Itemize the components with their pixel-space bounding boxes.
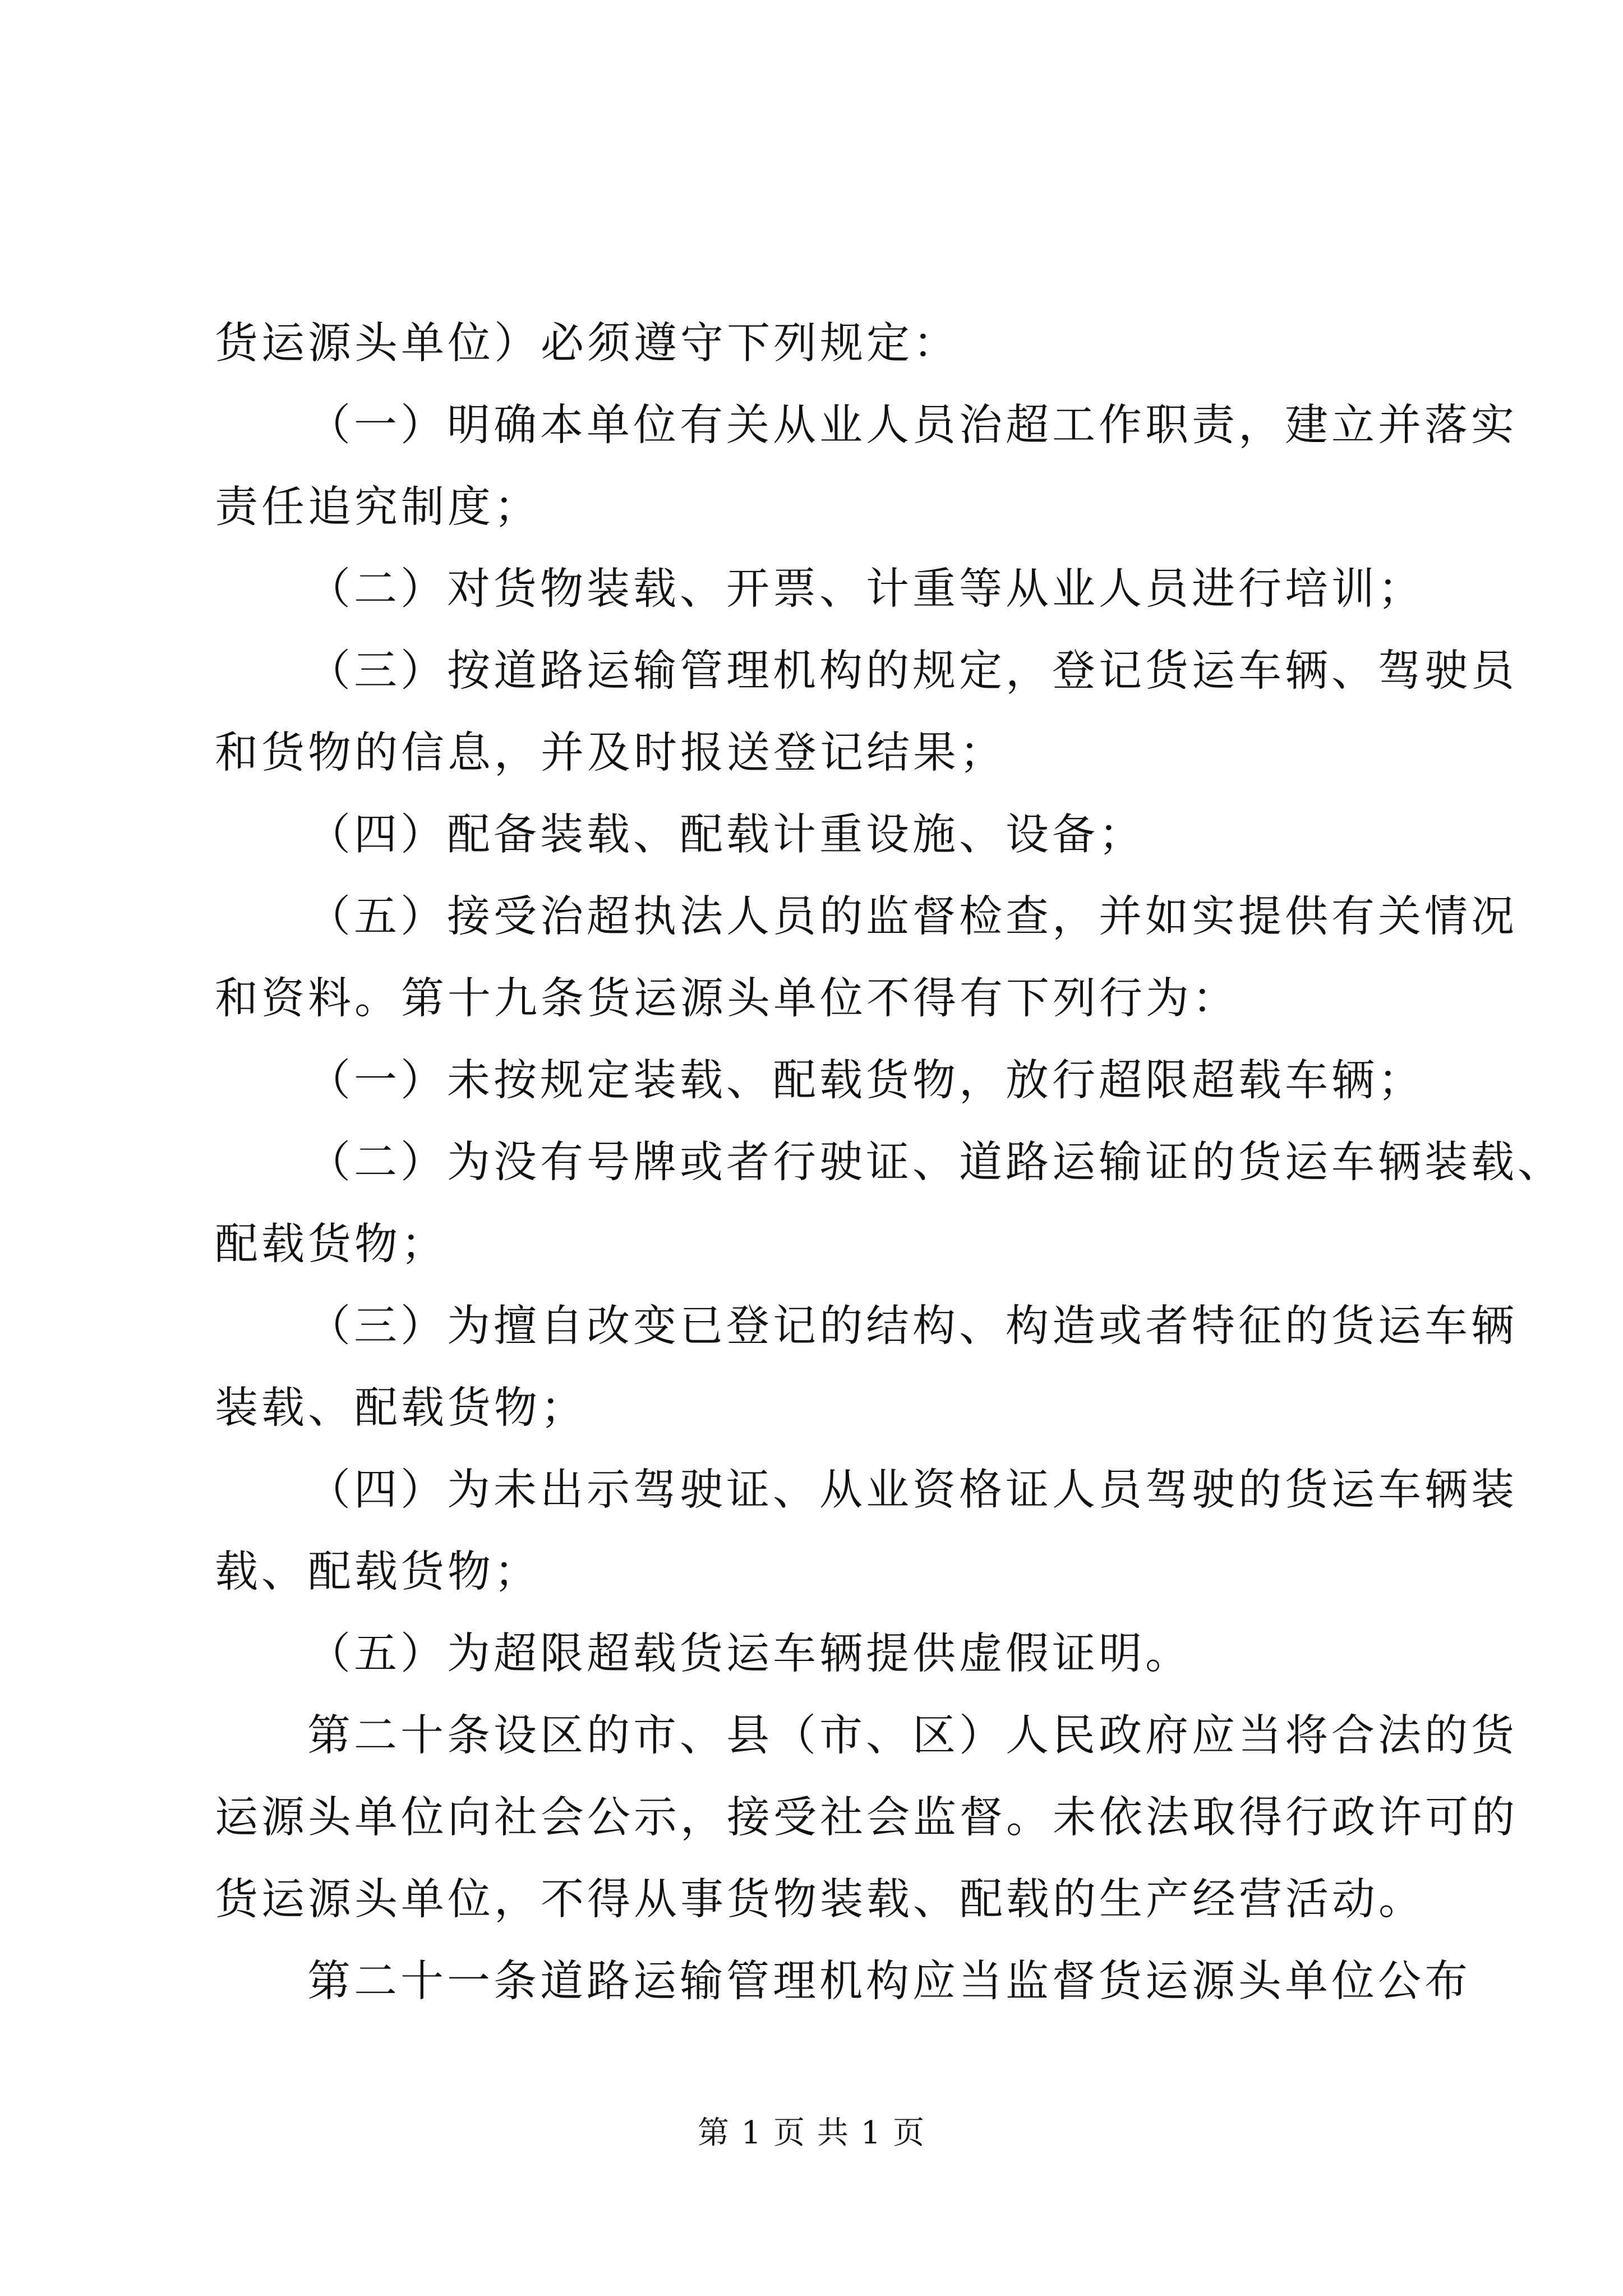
text-line: 第二十一条道路运输管理机构应当监督货运源头单位公布	[307, 1957, 1471, 2007]
text-line: （一）明确本单位有关从业人员治超工作职责，建立并落实	[307, 401, 1518, 450]
text-line: 货运源头单位，不得从事货物装载、配载的生产经营活动。	[215, 1875, 1425, 1925]
text-line: （三）按道路运输管理机构的规定，登记货运车辆、驾驶员	[307, 646, 1518, 696]
text-line: （二）对货物装载、开票、计重等从业人员进行培训；	[307, 564, 1424, 614]
document-body	[215, 303, 1564, 2023]
text-line: 装载、配载货物；	[215, 1383, 587, 1433]
text-line: 配载货物；	[215, 1220, 448, 1269]
text-line: （二）为没有号牌或者行驶证、道路运输证的货运车辆装载、	[307, 1138, 1564, 1188]
text-line: （一）未按规定装载、配载货物，放行超限超载车辆；	[307, 1056, 1424, 1106]
text-line: 责任追究制度；	[215, 482, 541, 532]
text-line: 载、配载货物；	[215, 1547, 541, 1597]
text-line: （五）为超限超载货运车辆提供虚假证明。	[307, 1629, 1192, 1679]
text-line: 和货物的信息，并及时报送登记结果；	[215, 728, 1006, 778]
text-line: （三）为擅自改变已登记的结构、构造或者特征的货运车辆	[307, 1301, 1518, 1351]
text-line: （四）为未出示驾驶证、从业资格证人员驾驶的货运车辆装	[307, 1465, 1518, 1515]
text-line: 货运源头单位）必须遵守下列规定：	[215, 319, 960, 369]
text-line: （四）配备装载、配载计重设施、设备；	[307, 810, 1145, 860]
text-line: 运源头单位向社会公示，接受社会监督。未依法取得行政许可的	[215, 1793, 1518, 1843]
text-line: 和资料。第十九条货运源头单位不得有下列行为：	[215, 974, 1239, 1024]
page-number-footer: 第 1 页 共 1 页	[697, 2115, 926, 2151]
text-line: （五）接受治超执法人员的监督检查，并如实提供有关情况	[307, 892, 1518, 942]
text-line: 第二十条设区的市、县（市、区）人民政府应当将合法的货	[307, 1711, 1518, 1761]
